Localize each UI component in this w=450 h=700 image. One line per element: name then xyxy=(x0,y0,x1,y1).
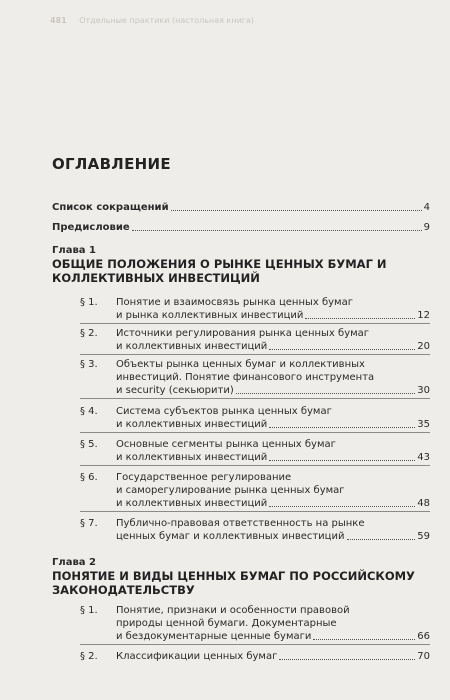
toc-section[interactable] xyxy=(80,358,430,397)
section-page: 35 xyxy=(417,419,430,430)
section-number: § 3. xyxy=(80,359,98,370)
section-divider xyxy=(80,644,430,645)
toc-section[interactable] xyxy=(80,517,430,543)
toc-entry-abbreviations[interactable] xyxy=(52,201,430,214)
bleed-through-line xyxy=(50,40,428,51)
dot-leader xyxy=(305,318,415,319)
chapter-title-line: ЗАКОНОДАТЕЛЬСТВУ xyxy=(52,583,195,597)
chapter-title-line: ОБЩИЕ ПОЛОЖЕНИЯ О РЫНКЕ ЦЕННЫХ БУМАГ И xyxy=(52,257,387,271)
dot-leader xyxy=(269,460,415,461)
section-line: и саморегулирование рынка ценных бумаг xyxy=(116,485,345,496)
section-page: 12 xyxy=(417,310,430,321)
chapter-1-label: Глава 1 xyxy=(52,245,96,256)
section-number: § 2. xyxy=(80,651,98,662)
section-line: и коллективных инвестиций xyxy=(116,341,268,352)
section-divider xyxy=(80,465,430,466)
section-line: ценных бумаг и коллективных инвестиций xyxy=(116,531,345,542)
section-divider xyxy=(80,323,430,324)
toc-entry-page: 9 xyxy=(423,222,430,233)
section-divider xyxy=(80,511,430,512)
chapter-title-line: ПОНЯТИЕ И ВИДЫ ЦЕННЫХ БУМАГ ПО РОССИЙСКОМУ xyxy=(52,569,415,583)
section-line: и рынка коллективных инвестиций xyxy=(116,310,304,321)
section-page: 20 xyxy=(417,341,430,352)
section-line: Понятие и взаимосвязь рынка ценных бумаг xyxy=(116,297,353,308)
section-number: § 7. xyxy=(80,518,98,529)
section-line: Классификации ценных бумаг xyxy=(116,651,278,662)
section-line: и бездокументарные ценные бумаги xyxy=(116,631,312,642)
toc-entry-label: Список сокращений xyxy=(52,202,169,213)
dot-leader xyxy=(347,539,416,540)
dot-leader xyxy=(269,349,415,350)
section-line: Система субъектов рынка ценных бумаг xyxy=(116,406,332,417)
section-page: 43 xyxy=(417,452,430,463)
chapter-2-label: Глава 2 xyxy=(52,557,96,568)
dot-leader xyxy=(269,506,415,507)
section-line: инвестиций. Понятие финансового инструмента xyxy=(116,372,375,383)
toc-section[interactable] xyxy=(80,438,430,464)
section-line: Объекты рынка ценных бумаг и коллективных xyxy=(116,359,365,370)
section-number: § 1. xyxy=(80,297,98,308)
chapter-2-title[interactable] xyxy=(52,569,422,597)
running-title: Отдельные практики (настольная книга) xyxy=(79,16,254,25)
section-divider xyxy=(80,398,430,399)
dot-leader xyxy=(313,639,415,640)
section-number: § 2. xyxy=(80,328,98,339)
section-page: 59 xyxy=(417,531,430,542)
section-number: § 6. xyxy=(80,472,98,483)
section-line: Источники регулирования рынка ценных бумаг xyxy=(116,328,370,339)
section-line: и коллективных инвестиций xyxy=(116,498,268,509)
toc-section[interactable] xyxy=(80,471,430,510)
section-divider xyxy=(80,432,430,433)
section-line: и коллективных инвестиций xyxy=(116,452,268,463)
section-line: Государственное регулирование xyxy=(116,472,292,483)
section-page: 30 xyxy=(417,385,430,396)
section-line: Понятие, признаки и особенности правовой xyxy=(116,605,350,616)
toc-section[interactable] xyxy=(80,604,430,643)
toc-entry-preface[interactable] xyxy=(52,221,430,234)
toc-section[interactable] xyxy=(80,327,430,353)
section-number: § 4. xyxy=(80,406,98,417)
section-line: и коллективных инвестиций xyxy=(116,419,268,430)
toc-section[interactable] xyxy=(80,405,430,431)
dot-leader xyxy=(279,659,415,660)
dot-leader xyxy=(171,210,422,211)
section-line: и security (секьюрити) xyxy=(116,385,234,396)
section-number: § 5. xyxy=(80,439,98,450)
toc-entry-page: 4 xyxy=(423,202,430,213)
section-line: природы ценной бумаги. Документарные xyxy=(116,618,337,629)
toc-section[interactable] xyxy=(80,650,430,663)
page-header xyxy=(50,16,254,25)
section-line: Основные сегменты рынка ценных бумаг xyxy=(116,439,336,450)
toc-section[interactable] xyxy=(80,296,430,322)
section-page: 48 xyxy=(417,498,430,509)
dot-leader xyxy=(236,393,416,394)
section-page: 66 xyxy=(417,631,430,642)
chapter-title-line: КОЛЛЕКТИВНЫХ ИНВЕСТИЦИЙ xyxy=(52,271,260,285)
section-page: 70 xyxy=(417,651,430,662)
section-line: Публично-правовая ответственность на рынке xyxy=(116,518,365,529)
chapter-1-title[interactable] xyxy=(52,257,422,285)
page-number: 481 xyxy=(50,16,67,25)
dot-leader xyxy=(269,427,415,428)
section-number: § 1. xyxy=(80,605,98,616)
toc-entry-label: Предисловие xyxy=(52,222,130,233)
bleed-through-line xyxy=(50,54,428,65)
toc-title: ОГЛАВЛЕНИЕ xyxy=(52,155,171,173)
section-divider xyxy=(80,354,430,355)
dot-leader xyxy=(132,230,422,231)
